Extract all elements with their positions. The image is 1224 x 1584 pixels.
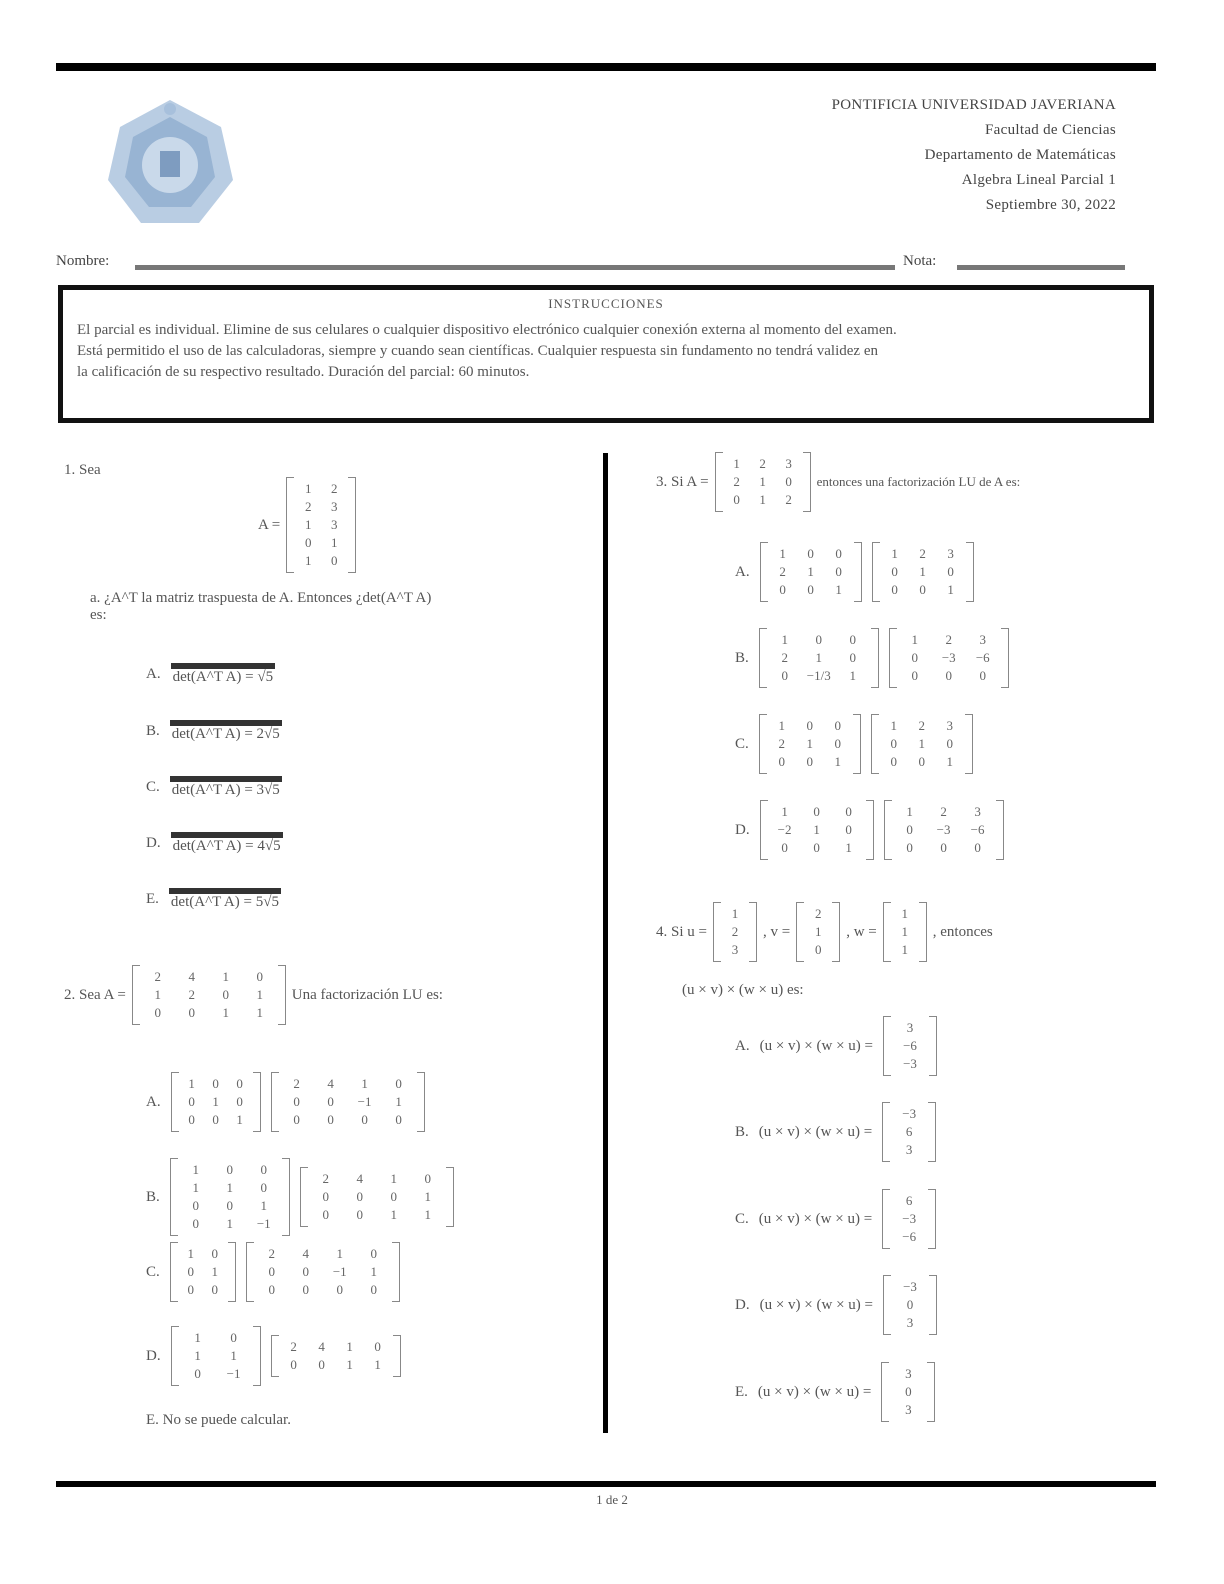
q2-tail: Una factorización LU es: [291, 986, 443, 1003]
q1-matrix: 1 2 2 3 1 3 0 1 1 0 [286, 477, 356, 573]
l-matrix: 1 0 1 1 0 −1 [171, 1326, 261, 1386]
option-letter: A. [735, 563, 750, 580]
option-letter: A. [735, 1037, 750, 1054]
page-number: 1 de 2 [596, 1492, 628, 1507]
grade-field[interactable] [957, 265, 1125, 270]
option-letter: B. [146, 1188, 160, 1205]
option-letter: D. [146, 1347, 161, 1364]
q3-matrix: 1 2 3 2 1 0 0 1 2 [715, 452, 811, 512]
grade-label: Nota: [903, 253, 937, 269]
q1-option-d[interactable] [146, 832, 283, 855]
university-seal-icon [103, 95, 238, 235]
option-letter: B. [146, 723, 160, 739]
option-letter: A. [146, 666, 161, 682]
q4-v-label: , v = [762, 923, 791, 940]
option-expr: det(A^T A) = 3√5 [170, 776, 282, 799]
instructions-line: Está permitido el uso de las calculadoras, siempre y cuando sean científicas. Cualquier respuesta sin fundamento no tendrá validez en [77, 343, 878, 359]
option-letter: C. [735, 1210, 749, 1227]
option-text: E. No se puede calcular. [146, 1412, 291, 1428]
option-expr: (u × v) × (w × u) = [759, 1037, 873, 1054]
option-letter: B. [735, 1123, 749, 1140]
l-matrix: 1 0 0 2 1 0 0 −1/3 1 [759, 628, 879, 688]
answer-vector: −3 6 3 [882, 1102, 936, 1162]
q2-option-e[interactable] [146, 1412, 291, 1429]
q1-matrix-eq [258, 477, 356, 573]
faculty-name: Facultad de Ciencias [985, 122, 1116, 138]
option-letter: E. [146, 891, 159, 907]
name-label: Nombre: [56, 253, 110, 269]
u-matrix: 1 2 3 0 −3 −6 0 0 0 [884, 800, 1004, 860]
q4-statement [656, 902, 993, 962]
l-matrix: 1 0 0 1 0 0 [170, 1242, 236, 1302]
q2-option-a[interactable] [146, 1072, 425, 1132]
option-letter: C. [146, 779, 160, 795]
u-matrix: 1 2 3 0 −3 −6 0 0 0 [889, 628, 1009, 688]
q4-option-e[interactable] [735, 1362, 935, 1422]
option-letter: D. [146, 835, 161, 851]
instructions-line: la calificación de su respectivo resultado. Duración del parcial: 60 minutos. [77, 364, 530, 380]
option-letter: A. [146, 1093, 161, 1110]
l-matrix: 1 0 0 −2 1 0 0 0 1 [760, 800, 874, 860]
q3-option-d[interactable] [735, 800, 1004, 860]
option-expr: det(A^T A) = √5 [171, 663, 276, 686]
l-matrix: 1 0 0 1 1 0 0 0 1 0 1 −1 [170, 1158, 290, 1236]
exam-date: Septiembre 30, 2022 [985, 197, 1116, 213]
option-expr: det(A^T A) = 2√5 [170, 720, 282, 743]
option-expr: (u × v) × (w × u) = [758, 1123, 873, 1140]
option-expr: (u × v) × (w × u) = [758, 1210, 873, 1227]
option-letter: C. [146, 1263, 160, 1280]
q4-option-c[interactable] [735, 1189, 936, 1249]
u-matrix: 2 4 1 0 0 0 −1 1 0 0 0 0 [246, 1242, 400, 1302]
q1-prompt: a. ¿A^T la matriz traspuesta de A. Entonces ¿det(A^T A) es: [90, 590, 432, 623]
q1-option-b[interactable] [146, 720, 282, 743]
q2-matrix: 2 4 1 0 1 2 0 1 0 0 1 1 [132, 965, 286, 1025]
q3-option-a[interactable] [735, 542, 974, 602]
q3-option-b[interactable] [735, 628, 1009, 688]
instructions-text [63, 312, 1149, 383]
q3-statement [656, 452, 1020, 512]
q1-intro: 1. Sea [64, 462, 101, 478]
u-vector: 1 2 3 [713, 902, 757, 962]
u-matrix: 2 4 1 0 0 0 0 1 0 0 1 1 [300, 1167, 454, 1227]
l-matrix: 1 0 0 0 1 0 0 0 1 [171, 1072, 261, 1132]
q2-statement [64, 965, 443, 1025]
column-divider [603, 453, 608, 1433]
q4-option-a[interactable] [735, 1016, 937, 1076]
option-letter: E. [735, 1383, 748, 1400]
q2-intro: 2. Sea A = [64, 986, 126, 1003]
q4-w-label: , w = [846, 923, 877, 940]
q2-option-c[interactable] [146, 1242, 400, 1302]
option-letter: B. [735, 649, 749, 666]
q4-option-b[interactable] [735, 1102, 936, 1162]
answer-vector: 3 0 3 [881, 1362, 935, 1422]
u-matrix: 1 2 3 0 1 0 0 0 1 [871, 714, 973, 774]
u-matrix: 2 4 1 0 0 0 1 1 [271, 1335, 401, 1377]
answer-vector: 6 −3 −6 [882, 1189, 936, 1249]
q4-option-d[interactable] [735, 1275, 937, 1335]
option-letter: C. [735, 735, 749, 752]
q4-line2: (u × v) × (w × u) es: [682, 982, 804, 998]
instructions-box [58, 285, 1154, 423]
w-vector: 1 1 1 [883, 902, 927, 962]
option-letter: D. [735, 821, 750, 838]
department-name: Departamento de Matemáticas [924, 147, 1116, 163]
q3-tail: entonces una factorización LU de A es: [816, 474, 1021, 489]
l-matrix: 1 0 0 2 1 0 0 0 1 [759, 714, 861, 774]
v-vector: 2 1 0 [796, 902, 840, 962]
top-rule [56, 63, 1156, 71]
u-matrix: 1 2 3 0 1 0 0 0 1 [872, 542, 974, 602]
option-expr: (u × v) × (w × u) = [757, 1383, 872, 1400]
q3-option-c[interactable] [735, 714, 973, 774]
q1-option-c[interactable] [146, 776, 282, 799]
q4-intro: 4. Si u = [656, 923, 707, 940]
q1-option-e[interactable] [146, 888, 281, 911]
university-name: PONTIFICIA UNIVERSIDAD JAVERIANA [831, 97, 1116, 113]
instructions-title: INSTRUCCIONES [548, 296, 664, 311]
answer-vector: 3 −6 −3 [883, 1016, 937, 1076]
q3-intro: 3. Si A = [656, 473, 709, 490]
u-matrix: 2 4 1 0 0 0 −1 1 0 0 0 0 [271, 1072, 425, 1132]
instructions-line: El parcial es individual. Elimine de sus celulares o cualquier dispositivo electrónico cualquier conexión externa al momento del examen. [77, 322, 897, 338]
option-expr: (u × v) × (w × u) = [759, 1296, 873, 1313]
exam-title: Algebra Lineal Parcial 1 [961, 172, 1116, 188]
q2-option-b[interactable] [146, 1158, 454, 1236]
q1-option-a[interactable] [146, 663, 275, 686]
answer-vector: −3 0 3 [883, 1275, 937, 1335]
option-expr: det(A^T A) = 4√5 [171, 832, 283, 855]
name-field[interactable] [135, 265, 895, 270]
option-expr: det(A^T A) = 5√5 [169, 888, 281, 911]
q1-lhs: A = [258, 516, 281, 533]
l-matrix: 1 0 0 2 1 0 0 0 1 [760, 542, 862, 602]
bottom-rule [56, 1481, 1156, 1487]
q2-option-d[interactable] [146, 1326, 401, 1386]
option-letter: D. [735, 1296, 750, 1313]
q4-tail: , entonces [932, 923, 993, 940]
